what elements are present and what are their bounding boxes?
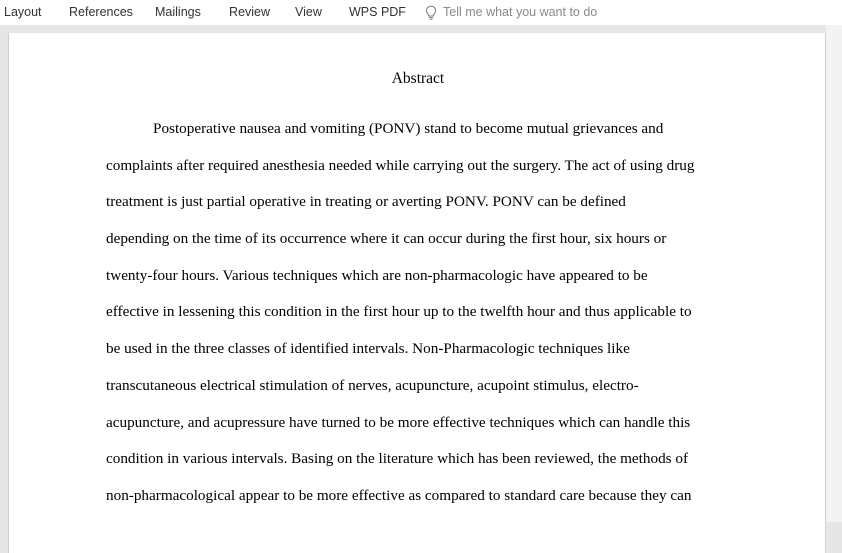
- body-line: acupuncture, and acupressure have turned to be more effective techniques which can handle this: [106, 413, 691, 431]
- body-line: treatment is just partial operative in treating or averting PONV. PONV can be defined: [106, 193, 626, 211]
- body-line: effective in lessening this condition in the first hour up to the twelfth hour and thus applicable to: [106, 303, 692, 321]
- body-line: condition in various intervals. Basing on the literature which has been reviewed, the methods of: [106, 450, 689, 468]
- document-body[interactable]: [106, 118, 746, 522]
- vertical-scroll-area[interactable]: [826, 25, 842, 522]
- tab-view[interactable]: View: [295, 5, 322, 19]
- ribbon-tab-bar: [0, 0, 842, 25]
- tab-references[interactable]: References: [69, 5, 133, 19]
- tab-layout[interactable]: Layout: [4, 5, 42, 19]
- page-title: Abstract: [391, 70, 445, 87]
- body-line: transcutaneous electrical stimulation of nerves, acupuncture, acupoint stimulus, electro-: [106, 376, 639, 394]
- tab-wps-pdf[interactable]: WPS PDF: [349, 5, 406, 19]
- lightbulb-icon: [425, 5, 437, 20]
- tab-review[interactable]: Review: [229, 5, 270, 19]
- body-line: be used in the three classes of identified intervals. Non-Pharmacologic techniques like: [106, 340, 630, 358]
- tell-me-placeholder: Tell me what you want to do: [443, 5, 598, 19]
- tab-mailings[interactable]: Mailings: [155, 5, 201, 19]
- body-line: twenty-four hours. Various techniques which are non-pharmacologic have appeared to be: [106, 266, 648, 284]
- body-line: complaints after required anesthesia needed while carrying out the surgery. The act of using drug: [106, 156, 695, 174]
- body-line: non-pharmacological appear to be more effective as compared to standard care because they can: [106, 486, 692, 504]
- body-line: Postoperative nausea and vomiting (PONV) stand to become mutual grievances and: [153, 120, 664, 137]
- body-line: depending on the time of its occurrence where it can occur during the first hour, six hours or: [106, 230, 667, 248]
